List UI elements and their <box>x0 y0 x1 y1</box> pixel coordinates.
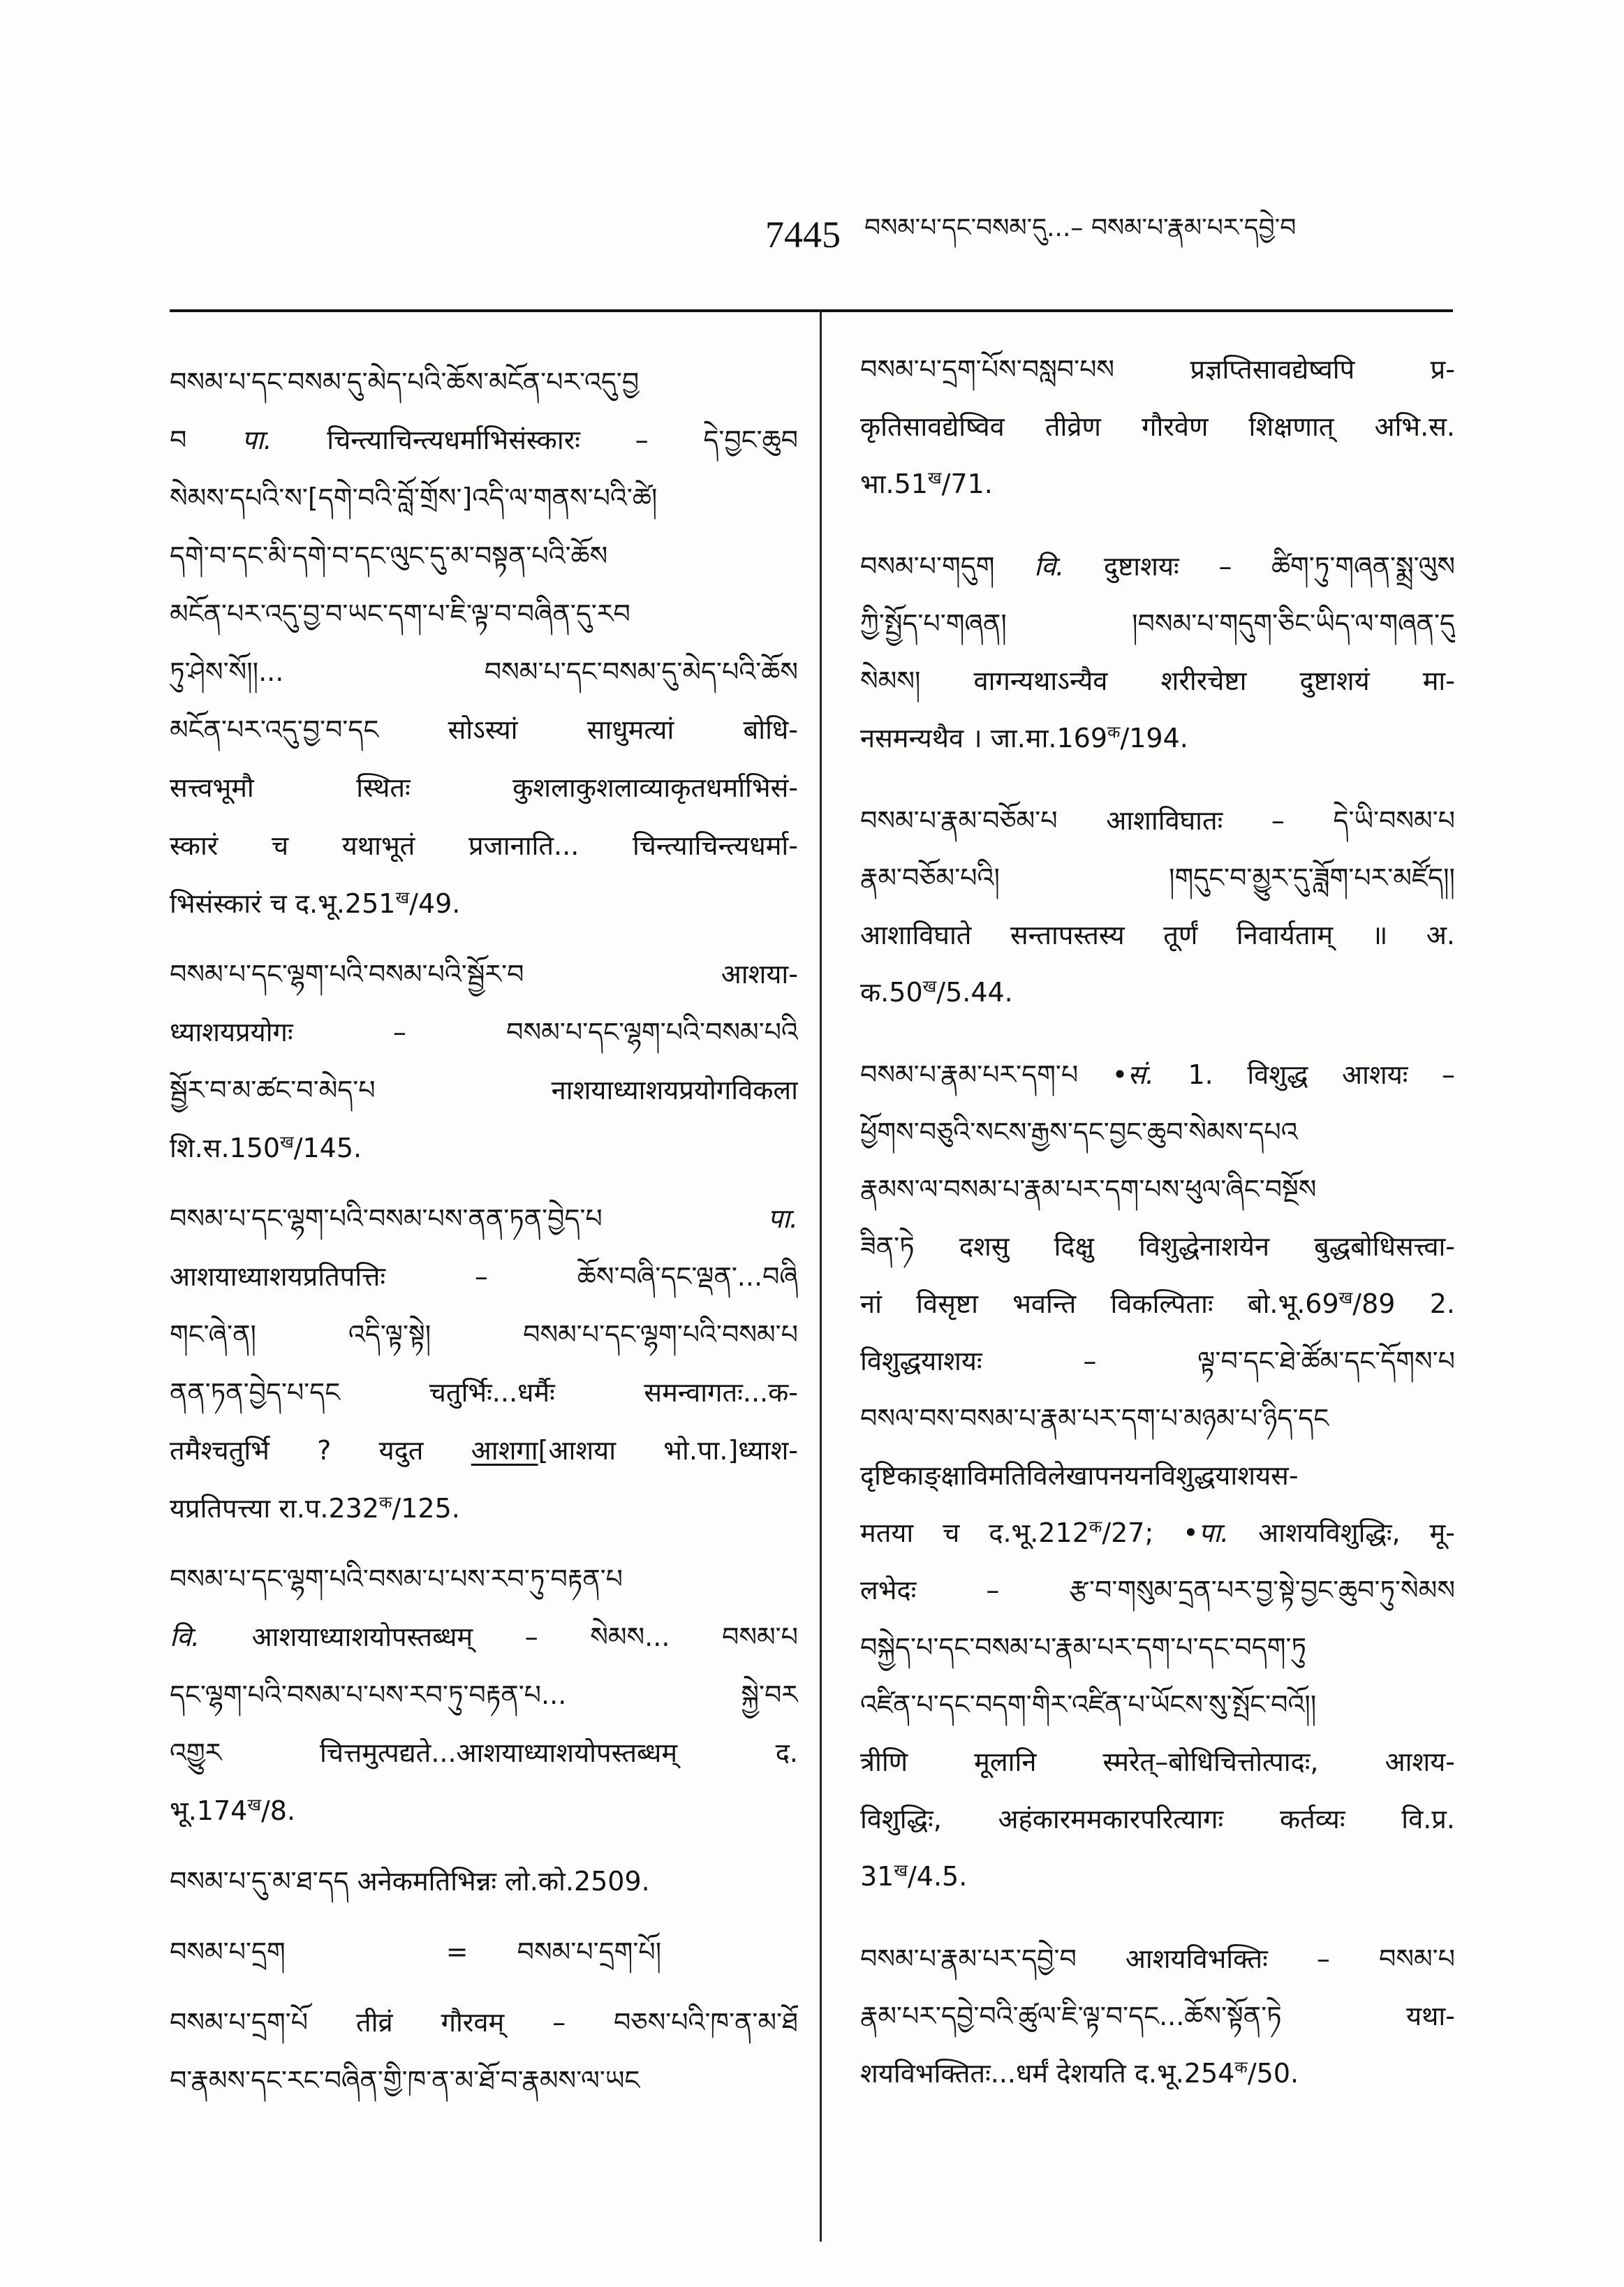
grammar-label: वि. <box>170 1622 200 1652</box>
text-run: བསམ་པ་དྲག་པོ། <box>517 1936 662 1967</box>
text-line <box>170 2052 798 2110</box>
text-run: གང་ཞེ་ན། འདི་ལྟ་སྟེ། བསམ་པ་དང་ལྷག་པའི་བསམ་པ <box>170 1319 798 1350</box>
text-line <box>170 585 798 643</box>
grammar-label: •पा. <box>1183 1517 1230 1548</box>
text-line <box>860 906 1455 964</box>
text-run: བསལ་བས་བསམ་པ་རྣམ་པར་དག་པ་མཉམ་པ་ཉིད་དང <box>860 1403 1329 1434</box>
text-run: སྦྱོར་བ་མ་ཚང་བ་མེད་པ नाशयाध्याशयप्रयोगविकला <box>170 1075 798 1105</box>
text-run: तमैश्चतुर्भि ? यदुत <box>170 1435 471 1466</box>
underlined-reading: आशगा <box>471 1435 538 1466</box>
text-run: आशयाध्याशयप्रतिपत्तिः – ཆོས་བཞི་དང་ལྡན་...བཞི <box>170 1261 798 1292</box>
text-line <box>860 709 1455 767</box>
text-line <box>860 1390 1455 1447</box>
text-run: ཕྱོགས་བཅུའི་སངས་རྒྱས་དང་བྱང་ཆུབ་སེམས་དཔའ <box>860 1117 1298 1147</box>
text-run: आशाविघाते सन्तापस्तस्य तूर्णं निवार्यताम् ॥ अ. <box>860 920 1455 950</box>
text-line <box>170 1724 798 1782</box>
text-run: नसमन्यथैव । जा.मा.169 <box>860 723 1108 753</box>
text-line <box>860 1733 1455 1790</box>
running-head: བསམ་པ་དང་བསམ་དུ...– བསམ་པ་རྣམ་པར་དབྱེ་བ <box>864 214 1297 242</box>
text-run: བསམ་པ་དང་བསམ་དུ་མེད་པའི་ཆོས་མངོན་པར་འདུ་བྱ <box>170 367 640 397</box>
folio-superscript: क <box>1107 722 1121 742</box>
text-line <box>170 1994 798 2052</box>
text-run: སེམས། वागन्यथाऽन्यैव शरीरचेष्टा दुष्टाशयं मा- <box>860 665 1455 696</box>
text-run: /8. <box>260 1795 296 1826</box>
grammar-label: पा. <box>242 425 272 455</box>
column-divider <box>820 311 822 2242</box>
text-run: བསམ་པ་རྣམ་པར་དག་པ <box>860 1059 1112 1090</box>
folio-superscript: ख <box>894 1860 908 1881</box>
dictionary-entry <box>860 538 1455 767</box>
text-run: ཟིན་ཏེ दशसु दिक्षु विशुद्धेनाशयेन बुद्धबोधिसत्त्वा- <box>860 1231 1455 1262</box>
text-run: རྣམ་བཅོམ་པའི། །གདུང་བ་མྱུར་དུ་ཟློག་པར་མཛོད།། <box>860 862 1455 893</box>
folio-superscript: ख <box>1338 1288 1353 1308</box>
text-line <box>860 1161 1455 1218</box>
text-run: ཀྱི་སྤྱོད་པ་གཞན། །བསམ་པ་གདུག་ཅིང་ཡིད་ལ་གཞན་དུ <box>860 608 1455 639</box>
text-line <box>170 1666 798 1724</box>
text-line <box>860 1848 1455 1905</box>
text-line <box>860 1103 1455 1161</box>
dictionary-entry <box>170 946 798 1177</box>
dictionary-entry <box>860 341 1455 513</box>
text-line <box>860 341 1455 398</box>
left-column <box>170 353 798 2127</box>
text-line <box>170 1248 798 1306</box>
dictionary-entry <box>170 1550 798 1840</box>
text-line <box>170 1364 798 1422</box>
text-run: क.50 <box>860 977 923 1008</box>
text-run: कृतिसावद्येष्विव तीव्रेण गौरवेण शिक्षणात् अभि.स. <box>860 411 1455 442</box>
page-header <box>765 207 1456 263</box>
text-run: /50. <box>1247 2058 1299 2089</box>
text-line <box>170 469 798 527</box>
text-line <box>170 643 798 701</box>
text-line <box>170 527 798 585</box>
text-run: /4.5. <box>908 1861 968 1892</box>
text-run: त्रीणि मूलानि स्मरेत्–बोधिचित्तोत्पादः, आशय- <box>860 1746 1455 1777</box>
text-run: བསྐྱེད་པ་དང་བསམ་པ་རྣམ་པར་དག་པ་དང་བདག་ཏུ <box>860 1632 1307 1663</box>
text-run: /145. <box>293 1133 362 1163</box>
text-line <box>860 1447 1455 1504</box>
text-line <box>170 353 798 411</box>
text-run: བསམ་པ་རྣམ་པར་དབྱེ་བ आशयविभक्तिः – བསམ་པ <box>860 1943 1455 1974</box>
text-line <box>170 1923 798 1981</box>
text-run: दृष्टिकाङ्क्षाविमतिविलेखापनयनविशुद्धयाशयस- <box>860 1460 1299 1491</box>
dictionary-entry <box>170 1853 798 1911</box>
equals-sign: = <box>445 1936 468 1967</box>
text-run: བསམ་པ་དུ་མ་ཐ་དད अनेकमतिभिन्नः लो.को.2509. <box>170 1866 650 1897</box>
dictionary-entry <box>860 1046 1455 1905</box>
text-run: བ་རྣམས་དང་རང་བཞིན་གྱི་ཁ་ན་མ་ཐོ་བ་རྣམས་ལ་ཡང <box>170 2065 640 2096</box>
text-line <box>170 1422 798 1480</box>
page-number: 7445 <box>765 214 841 256</box>
text-line <box>860 1046 1455 1103</box>
dictionary-entry <box>170 1190 798 1538</box>
text-line <box>170 1003 798 1061</box>
folio-superscript: ख <box>928 468 942 488</box>
text-run: शयविभक्तितः...धर्मं देशयति द.भू.254 <box>860 2058 1235 2089</box>
text-line <box>860 1676 1455 1733</box>
dictionary-entry <box>170 353 798 933</box>
text-line <box>860 1332 1455 1390</box>
text-run: རྣམ་པར་དབྱེ་བའི་ཚུལ་ཇི་ལྟ་བ་དང...ཆོས་སྟོན་ཏེ यथा- <box>860 2001 1455 2031</box>
text-line <box>170 875 798 933</box>
text-run: विशुद्धयाशयः – ལྟ་བ་དང་ཐེ་ཚོམ་དང་དོགས་པ <box>860 1346 1455 1376</box>
text-run: ཏུ་ཤེས་སོ།།... བསམ་པ་དང་བསམ་དུ་མེད་པའི་ཆོས <box>170 656 798 687</box>
text-run: བསམ་པ་རྣམ་བཅོམ་པ आशाविघातः – དེ་ཡི་བསམ་པ <box>860 805 1455 836</box>
dictionary-entry <box>170 1994 798 2110</box>
grammar-label: वि. <box>1034 551 1065 582</box>
text-line <box>170 1782 798 1840</box>
text-run: विशुद्धिः, अहंकारममकारपरित्यागः कर्तव्यः वि.प्र. <box>860 1804 1455 1834</box>
text-run: यप्रतिपत्त्या रा.प.232 <box>170 1493 379 1524</box>
folio-superscript: क <box>1088 1517 1102 1537</box>
text-line <box>170 759 798 817</box>
folio-superscript: ख <box>280 1132 294 1152</box>
text-run: आशयाध्याशयोपस्तब्धम् – སེམས... བསམ་པ <box>200 1622 798 1652</box>
text-run: [आशया भो.पा.]ध्याश- <box>538 1435 798 1466</box>
text-line <box>860 964 1455 1021</box>
text-line <box>860 1504 1455 1561</box>
text-run: བ <box>170 425 242 455</box>
grammar-label: •सं. <box>1112 1059 1154 1090</box>
folio-superscript: ख <box>247 1795 261 1815</box>
text-line <box>860 792 1455 849</box>
text-run: लभेदः – རྩ་བ་གསུམ་དྲན་པར་བྱ་སྟེ་བྱང་ཆུབ་ཏུ་སེམས <box>860 1575 1455 1605</box>
text-run: स्कारं च यथाभूतं प्रजानाति... चिन्त्याचिन्त्यधर्मा- <box>170 830 798 861</box>
text-run: ནན་ཏན་བྱེད་པ་དང चतुर्भिः...धर्मैः समन्वागतः...क- <box>170 1377 798 1408</box>
text-line <box>170 1608 798 1666</box>
text-line <box>170 701 798 759</box>
text-run: བསམ་པ་དྲག <box>170 1936 286 1967</box>
text-run: /27; <box>1102 1517 1183 1548</box>
text-run: /71. <box>941 469 993 499</box>
text-line <box>170 1061 798 1119</box>
text-line <box>860 1561 1455 1619</box>
text-line <box>170 1853 798 1911</box>
folio-superscript: क <box>378 1492 392 1513</box>
text-run: བསམ་པ་དྲག་པོ तीव्रं गौरवम् – བཅས་པའི་ཁ་ན་མ་ཐོ <box>170 2007 798 2038</box>
text-run: དང་ལྷག་པའི་བསམ་པ་པས་རབ་ཏུ་བརྟན་པ... སྐྱེ་བར <box>170 1679 798 1710</box>
text-run: མངོན་པར་འདུ་བྱ་བ་ཡང་དག་པ་ཇི་ལྟ་བ་བཞིན་དུ་རབ <box>170 598 630 629</box>
text-line <box>860 398 1455 455</box>
text-run: ध्याशयप्रयोगः – བསམ་པ་དང་ལྷག་པའི་བསམ་པའི <box>170 1017 798 1047</box>
text-line <box>860 1790 1455 1848</box>
text-run: /5.44. <box>936 977 1013 1008</box>
text-run: མངོན་པར་འདུ་བྱ་བ་དང सोऽस्यां साधुमत्यां बोधि- <box>170 714 798 745</box>
text-run: བསམ་པ་དང་ལྷག་པའི་བསམ་པས་ནན་ཏན་བྱེད་པ <box>170 1203 768 1234</box>
text-line <box>860 455 1455 513</box>
folio-superscript: ख <box>922 976 937 997</box>
text-run: सत्त्वभूमौ स्थितः कुशलाकुशलाव्याकृतधर्माभिसं- <box>170 772 798 803</box>
folio-superscript: क <box>1234 2057 1248 2078</box>
text-run: /49. <box>409 888 461 919</box>
text-run: དགེ་བ་དང་མི་དགེ་བ་དང་ལུང་དུ་མ་བསྟན་པའི་ཆོས <box>170 541 608 571</box>
text-line <box>860 538 1455 595</box>
dictionary-entry <box>170 1923 798 1981</box>
text-run: འགྱུར चित्तमुत्पद्यते...आशयाध्याशयोपस्तब्धम् द. <box>170 1737 798 1768</box>
text-run: 31 <box>860 1861 894 1892</box>
text-run: आशयविशुद्धिः, मू- <box>1229 1517 1455 1548</box>
text-run: རྣམས་ལ་བསམ་པ་རྣམ་པར་དག་པས་ཕུལ་ཞིང་བསྔོས <box>860 1174 1317 1205</box>
text-line <box>170 817 798 875</box>
grammar-label: पा. <box>767 1203 798 1234</box>
text-run: भू.174 <box>170 1795 248 1826</box>
text-run: བསམ་པ་གདུག <box>860 551 1035 582</box>
header-rule <box>170 309 1453 312</box>
text-run: नां विसृष्टा भवन्ति विकल्पिताः बो.भू.69 <box>860 1288 1339 1319</box>
text-run: བསམ་པ་དང་ལྷག་པའི་བསམ་པ་པས་རབ་ཏུ་བརྟན་པ <box>170 1564 623 1594</box>
text-run: /125. <box>392 1493 460 1524</box>
right-column <box>860 341 1455 2128</box>
text-line <box>860 1987 1455 2045</box>
dictionary-entry <box>860 792 1455 1021</box>
text-run: /89 2. <box>1352 1288 1455 1319</box>
text-run: 1. विशुद्ध आशयः – <box>1153 1059 1455 1090</box>
text-run: སེམས་དཔའི་ས་[དགེ་བའི་བློ་གྲོས་]འདི་ལ་གནས་པའི་ཚེ། <box>170 483 658 513</box>
text-line <box>170 946 798 1003</box>
dictionary-entry <box>860 1930 1455 2102</box>
text-line <box>170 1306 798 1364</box>
text-run: चिन्त्याचिन्त्यधर्माभिसंस्कारः – དེ་བྱང་ཆུབ <box>272 425 798 455</box>
text-line <box>170 1550 798 1608</box>
text-line <box>860 1930 1455 1987</box>
text-line <box>860 1218 1455 1275</box>
text-line <box>170 1190 798 1248</box>
text-run: བསམ་པ་དང་ལྷག་པའི་བསམ་པའི་སྦྱོར་བ आशया- <box>170 959 798 990</box>
text-run: मतया च द.भू.212 <box>860 1517 1089 1548</box>
text-run: शि.स.150 <box>170 1133 281 1163</box>
text-run: दुष्टाशयः – ཚིག་ཏུ་གཞན་སྨྲ་ལུས <box>1064 551 1455 582</box>
text-line <box>170 1119 798 1177</box>
text-run: འཛིན་པ་དང་བདག་གིར་འཛིན་པ་ཡོངས་སུ་སྤོང་བའོ།། <box>860 1689 1317 1720</box>
text-line <box>860 652 1455 709</box>
text-line <box>170 411 798 469</box>
text-line <box>860 595 1455 652</box>
text-line <box>860 1619 1455 1676</box>
text-line <box>860 849 1455 906</box>
text-line <box>860 2045 1455 2102</box>
folio-superscript: ख <box>395 888 410 908</box>
text-run: བསམ་པ་དྲག་པོས་བསླབ་པས प्रज्ञप्तिसावद्येष्वपि प्र- <box>860 354 1455 385</box>
text-line <box>170 1480 798 1538</box>
text-run: भा.51 <box>860 469 928 499</box>
text-line <box>860 1275 1455 1332</box>
text-run: /194. <box>1120 723 1188 753</box>
text-run: भिसंस्कारं च द.भू.251 <box>170 888 396 919</box>
